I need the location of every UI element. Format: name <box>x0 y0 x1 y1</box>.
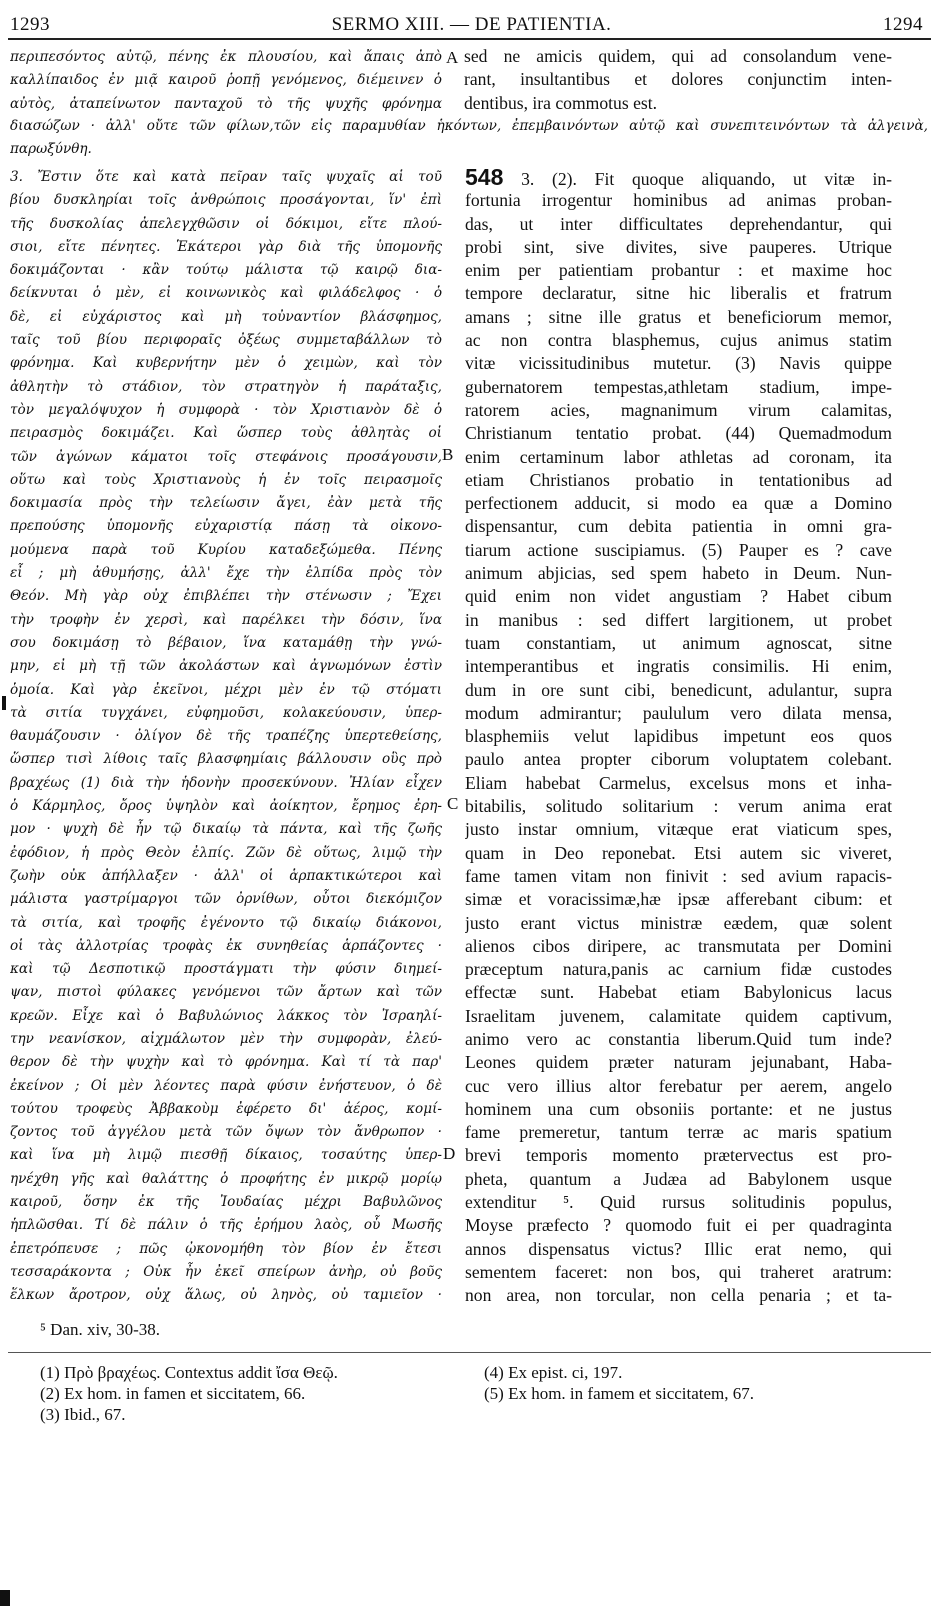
text-line: etiam Christianos probatio in tentationibus ad <box>465 469 892 490</box>
running-title: SERMO XIII. — DE PATIENTIA. <box>331 14 612 35</box>
text-line: τῶν ἀγώνων κάματοι τοῖς στεφάνοις προσάγουσιν, <box>10 448 442 465</box>
text-line: animo vero ac constantia liberum.Quid tum inde? <box>465 1028 892 1049</box>
text-line: tempore declaratur, sitne hic liberalis et fratrum <box>465 283 892 304</box>
note-line: (4) Ex epist. ci, 197. <box>484 1363 623 1382</box>
text-line: πρεπούσης ὑπομονῆς εὐχαριστίᾳ πάσῃ τὰ οἰκονο- <box>10 518 442 535</box>
text-line: ἡπλῶσθαι. Τί δὲ πάλιν ὁ τῆς ἐρήμου λαὸς, οὗ Μωσῆς <box>10 1217 442 1234</box>
bottom-mark <box>0 1590 10 1606</box>
text-line: ηνέχθη γῆς καὶ θαλάττης ὁ προφήτης ἐν μικρῷ μορίῳ <box>10 1170 442 1187</box>
text-line: μην, εἰ μὴ τῇ τῶν ἀκολάστων καὶ ἀγνωμόνων ἐστὶν <box>10 658 442 675</box>
note-line: (5) Ex hom. in famem et siccitatem, 67. <box>484 1384 755 1403</box>
text-line: ζωὴν οὐκ ἀπήλλαξεν · ἀλλ' οἱ ἁρπακτικώτεροι καὶ <box>10 867 442 884</box>
text-line: annos dispensatus victus? Illic erat nemo, qui <box>465 1238 892 1259</box>
text-line: ἀθλητὴν τὸ στάδιον, τὸν στρατηγὸν ἡ παράταξις, <box>10 378 442 395</box>
text-line: perfectionem adducit, si modo ea quæ a Domino <box>465 493 892 514</box>
text-line: pheta, quantum a Judæa ad Babylonem usque <box>465 1168 892 1189</box>
text-line: τὴν τροφὴν ἐν χερσὶ, καὶ παρέλκει τὴν δόσιν, ἵνα <box>10 611 442 628</box>
text-line: probi sint, sive divites, sive pauperes. Utrique <box>465 236 892 257</box>
latin-column <box>465 166 892 1308</box>
margin-marker-a: A <box>446 48 459 67</box>
text-line: μούμενα παρὰ τοῦ Κυρίου καταδεξώμεθα. Πένης <box>10 541 442 558</box>
text-line: fortunia irrogentur hominibus ad animas proban- <box>465 190 892 211</box>
text-line: Israelitam juvenem, calamitate quidem captivum, <box>465 1005 892 1026</box>
text-line: in manibus : sed differt largitionem, ut probet <box>465 609 892 630</box>
text-line: τῆς δυσκολίας ἀπελεγχθῶσιν οἱ δόκιμοι, εἴτε πλού- <box>10 215 442 232</box>
notes-rule <box>8 1352 931 1353</box>
text-line: dum in ore sunt cibi, benedicunt, adulantur, supra <box>465 679 892 700</box>
text-line: justo erant victus ministræ eædem, quæ solent <box>465 912 892 933</box>
text-line: την νεανίσκον, αἰχμάλωτον μὲν τὴν συμφορὰν, ἐλεύ- <box>10 1030 442 1047</box>
margin-marker-c: C <box>447 794 459 813</box>
text-line: blasphemiis velut lapidibus impetunt eos quos <box>465 726 892 747</box>
text-line: intemperantibus et ingratis consimilis. Hi enim, <box>465 656 892 677</box>
text-line: extenditur ⁵. Quid rursus solitudinis populus, <box>465 1192 892 1213</box>
section-number: 548 <box>465 166 504 190</box>
text-line: sed ne amicis quidem, qui ad consolandum vene- <box>464 46 892 66</box>
text-line: οἱ τὰς ἀλλοτρίας τροφὰς ἐκ συνηθείας ἁρπάζοντες · <box>10 937 442 954</box>
text-line: amans ; sitne ille gratus et beneficiorum memor, <box>465 306 892 327</box>
text-line: hominem una cum obsoniis portante: et ne justus <box>465 1098 892 1119</box>
text-line: vitæ vicissitudinibus mutetur. (3) Navis quippe <box>465 353 892 374</box>
text-line: non area, non torcular, non cella penaria ; et ta- <box>465 1285 892 1306</box>
text-line: enim certaminum labor athletas ad coronam, ita <box>465 446 892 467</box>
text-line: tiarum actione suscipiamus. (5) Pauper es ? cave <box>465 539 892 560</box>
text-line: μον · ψυχὴ δὲ ἦν τῷ δικαίῳ τὰ πάντα, καὶ τῆς ζωῆς <box>10 821 442 838</box>
text-line: sementem faceret: non bos, qui traheret aratrum: <box>465 1261 892 1282</box>
text-line: σου δοκιμάσῃ τὸ βέβαιον, ἵνα καταμάθῃ τὴν γνώ- <box>10 634 442 651</box>
text-line: rant, insultantibus et dolores conjunctim inten- <box>464 69 892 90</box>
text-line: δοκιμασία πρὸς τὴν τελείωσιν ἄγει, ἐὰν μετὰ τῆς <box>10 495 442 512</box>
text-line: Moyse præfecto ? quomodo fuit ei per quadraginta <box>465 1215 892 1236</box>
text-line: ὥσπερ τισὶ λίθοις ταῖς βλασφημίαις βάλλουσιν οὓς πρὸ <box>10 751 442 768</box>
text-line: διασώζων · ἀλλ' οὔτε τῶν φίλων,τῶν εἰς παραμυθίαν ἡκόντων, ἐπεμβαινόντων αὐτῷ καὶ συνεπιτεινόντων τὰ ἀλγεινὰ, <box>10 118 928 134</box>
note-line: (3) Ibid., 67. <box>40 1405 126 1424</box>
text-line: ὁ Κάρμηλος, ὄρος ὑψηλὸν καὶ ἀοίκητον, ἔρημος ἐρη- <box>10 798 442 815</box>
text-line: καλλίπαιδος ἐν μιᾷ καιροῦ ῥοπῇ γενόμενος, διέμεινεν ὁ <box>10 72 442 89</box>
text-line: gubernatorem tempestas,athletam stadium, impe- <box>465 376 892 397</box>
notes-left <box>40 1362 440 1425</box>
text-line: τούτου τροφεὺς Ἀββακοὺμ ἐφέρετο δι' ἀέρος, κομί- <box>10 1100 442 1117</box>
text-line: paulo antea propter ciborum voluptatem colebant. <box>465 749 892 770</box>
margin-marker-d: D <box>443 1144 456 1163</box>
text-line: πειρασμὸς δοκιμάζει. Καὶ ὥσπερ τοὺς ἀθλητὰς οἱ <box>10 425 442 442</box>
section-first-line <box>465 166 892 189</box>
text-line: fame premeretur, tantum terræ ac maris spatium <box>465 1122 892 1143</box>
text-line: animum abjicias, sed spem habeto in Deum. Nun- <box>465 563 892 584</box>
text-line: alienos cibos diripere, ac transmutata per Domini <box>465 935 892 956</box>
text-line: cuc vero illius altor ferebatur per aerem, angelo <box>465 1075 892 1096</box>
text-line: justo instar omnium, vitæque erat viaticum spes, <box>465 819 892 840</box>
note-line: (1) Πρὸ βραχέως. Contextus addit ἴσα Θεῷ. <box>40 1363 338 1382</box>
text-line: βίου δυσκληρίαι τοῖς ἀνθρώποις προσάγονται, ἵν' ἐπὶ <box>10 192 442 209</box>
greek-column <box>10 166 442 1308</box>
text-line: θαυμάζουσιν · ὀλίγον δὲ τῆς τραπέζης ὑπερτεθείσης, <box>10 728 442 745</box>
text-line: περιπεσόντος αὐτῷ, πένης ἐκ πλουσίου, καὶ ἄπαις ἀπὸ <box>10 49 442 65</box>
text-line: δείκνυται ὁ μὲν, εἰ κοινωνικὸς καὶ φιλάδελφος · ὁ <box>10 285 442 302</box>
text-line: εἶ ; μὴ ἀθυμήσῃς, ἀλλ' ἔχε τὴν ἐλπίδα πρὸς τὸν <box>10 565 442 582</box>
text-line: quam in Deo reponebat. Etsi autem sic viveret, <box>465 842 892 863</box>
text-line: tuam constantiam, ut animum agnoscat, sitne <box>465 632 892 653</box>
text-line: dispensantur, cum debita patientia in omni gra- <box>465 516 892 537</box>
page-number-right: 1294 <box>883 14 923 35</box>
text-line: βραχέως (1) διὰ τὴν ἡδονὴν προσεκύνουν. Ἠλίαν εἶχεν <box>10 774 442 791</box>
page-number-left: 1293 <box>10 14 50 35</box>
footnote-text: ⁵ Dan. xiv, 30-38. <box>40 1320 161 1339</box>
text-line: brevi temporis momento prætervectus est pro- <box>465 1145 892 1166</box>
text-line: καὶ ἵνα μὴ λιμῷ πιεσθῇ δίκαιος, τοσαύτης ὑπερ- <box>10 1147 442 1164</box>
text-line: ἕλκων ἄροτρον, οὐχ ἅλως, οὐ ληνὸς, οὐ ταμιεῖον · <box>10 1287 442 1304</box>
text-line: κρεῶν. Εἶχε καὶ ὁ Βαβυλώνιος λάκκος τὸν Ἰσραηλί- <box>10 1007 442 1024</box>
text-line: simæ et voracissimæ,hæ ipsæ afferebant cibum: et <box>465 889 892 910</box>
text-line: ταῖς τοῦ βίου περιφοραῖς ὀξέως συμμεταβάλλων τὸ <box>10 332 442 349</box>
text-line: ζοντος τοῦ ἀγγέλου μετὰ τῶν ὄψων τὸν ἄνθρωπον · <box>10 1124 442 1141</box>
note-line: (2) Ex hom. in famen et siccitatem, 66. <box>40 1384 306 1403</box>
text-line: Leones quidem præter naturam jejunabant, Haba- <box>465 1052 892 1073</box>
text-line: παρωξύνθη. <box>10 141 92 158</box>
text-line: Christianum tentatio probat. (44) Quemadmodum <box>465 423 892 444</box>
text-line: modum admirantur; paululum vero dilata mensa, <box>465 702 892 723</box>
text-line: τὸν μεγαλόψυχον ἡ συμφορὰ · τὸν Χριστιανὸν δὲ ὁ <box>10 401 442 418</box>
page-header <box>0 8 943 38</box>
text-line: τὰ σιτία, καὶ τροφῆς ἐγένοντο τῷ δικαίῳ διάκονοι, <box>10 914 442 931</box>
text-line: δὲ, εἰ εὐχάριστος καὶ μὴ τοὐναντίον βλάσφημος, <box>10 308 442 325</box>
text-line: μάλιστα γαστρίμαργοι τῶν ὀρνίθων, οὗτοι διεκόμιζον <box>10 891 442 908</box>
text-line: τεσσαράκοντα ; Οὐκ ἦν ἐκεῖ σπείρων ἀνὴρ, οὐ βοῦς <box>10 1263 442 1280</box>
text-line: φρόνημα. Καὶ κυβερνήτην μὲν ὁ χειμὼν, καὶ τὸν <box>10 355 442 372</box>
margin-marker-b: B <box>442 445 454 464</box>
text-line: ratorem acies, magnanimum virum calamitas, <box>465 399 892 420</box>
text-line: 3. Ἔστιν ὅτε καὶ κατὰ πεῖραν ταῖς ψυχαῖς αἱ τοῦ <box>10 169 442 185</box>
text-line: fame tamen vitam non finivit : sed avium rapacis- <box>465 865 892 886</box>
text-line: σιοι, εἴτε πένητες. Ἑκάτεροι γὰρ διὰ τῆς ὑπομονῆς <box>10 238 442 255</box>
notes-right <box>484 1362 914 1404</box>
text-line: bitabilis, solitudo solitarium : verum anima erat <box>465 796 892 817</box>
text-line: enim per patientiam probantur : et maxime hoc <box>465 260 892 281</box>
text-line: ὁμοία. Καὶ γὰρ ἐκεῖνοι, μέχρι μὲν ἐν τῷ στόματι <box>10 681 442 698</box>
text-line: ἐκείνον ; Οἱ μὲν λέοντες παρὰ φύσιν ἐνήστευον, ὁ δὲ <box>10 1077 442 1094</box>
text-line: ac non contra blasphemus, cujus animus statim <box>465 330 892 351</box>
text-line-rest: 3. (2). Fit quoque aliquando, ut vitæ in- <box>503 169 892 189</box>
text-line: Eliam habebat Carmelus, excelsus mons et inha- <box>465 772 892 793</box>
text-line: ψαν, πιστοὶ φύλακες γενόμενοι τῶν ἄρτων καὶ τῶν <box>10 984 442 1001</box>
margin-mark <box>2 696 6 710</box>
text-line: οὕτω καὶ τοὺς Χριστιανοὺς ἡ ἐν τοῖς πειρασμοῖς <box>10 471 442 488</box>
text-line: ἐπετρόπευσε ; πῶς ᾠκονομήθη τὸν βίον ἐν ἔτεσι <box>10 1240 442 1257</box>
wide-greek-block <box>10 115 928 162</box>
header-rule <box>8 38 931 40</box>
text-line: dentibus, ira commotus est. <box>464 92 658 113</box>
text-line: τὰ σιτία τυγχάνει, εὐφημοῦσι, κολακεύουσιν, ὑπερ- <box>10 704 442 721</box>
text-line: Θεόν. Μὴ γὰρ οὐχ ἐπιβλέπει τὴν στένωσιν ; Ἔχει <box>10 588 442 605</box>
text-line: ἐφόδιον, ἡ πρὸς Θεὸν ἐλπίς. Ζῶν δὲ οὕτως, λιμῷ τὴν <box>10 844 442 861</box>
top-greek-block <box>10 46 442 116</box>
text-line: das, ut inter difficultates deprehendantur, qui <box>465 213 892 234</box>
text-line: καιροῦ, ὅσην ἐκ τῆς Ἰουδαίας μέχρι Βαβυλῶνος <box>10 1194 442 1211</box>
text-line: quid enim non videt angustiam ? Habet cibum <box>465 586 892 607</box>
text-line: præceptum natura,panis ac carnium fidæ custodes <box>465 959 892 980</box>
text-line: θερον δὲ τὴν ψυχὴν καὶ τὸ φρόνημα. Καὶ τί τὰ παρ' <box>10 1054 442 1071</box>
text-line: αὐτὸς, ἀταπείνωτον πανταχοῦ τὸ τῆς ψυχῆς φρόνημα <box>10 95 442 112</box>
text-line: effectæ sunt. Habebat etiam Babylonicus lacus <box>465 982 892 1003</box>
top-latin-block <box>464 45 892 115</box>
text-line: δοκιμάζονται · κἂν τούτῳ μάλιστα τῷ καιρῷ δια- <box>10 262 442 279</box>
text-line: καὶ τῷ Δεσποτικῷ προστάγματι τὴν φύσιν διημεί- <box>10 961 442 978</box>
